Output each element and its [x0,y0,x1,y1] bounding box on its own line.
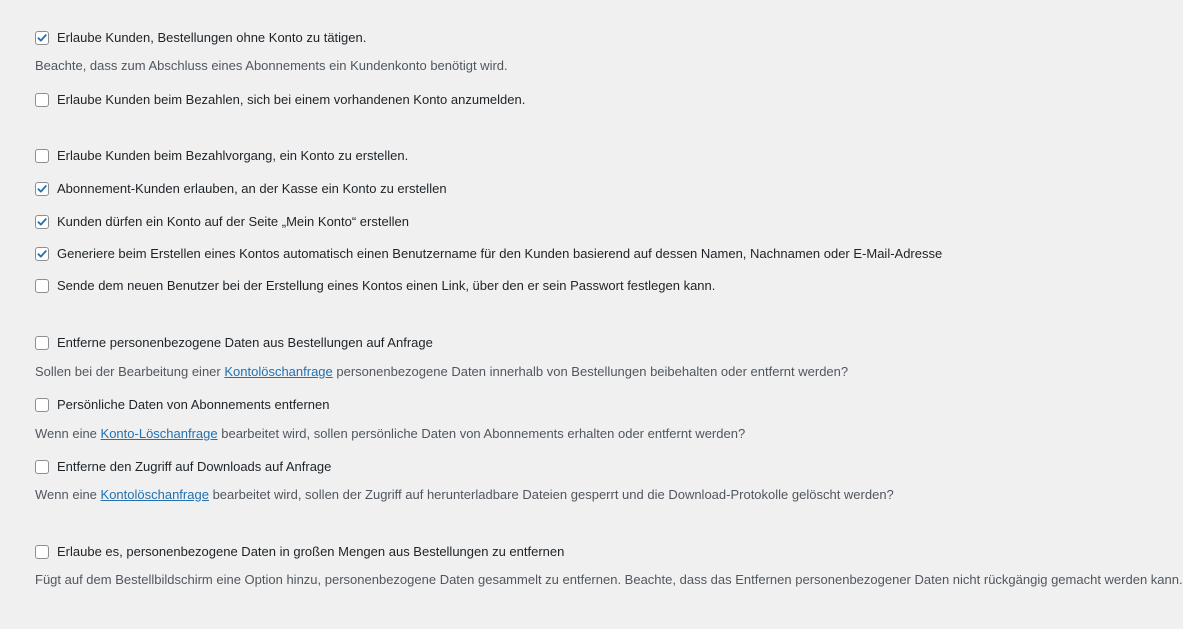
generate-username-label[interactable]: Generiere beim Erstellen eines Kontos automatisch einen Benutzername für den Kunden basierend auf dessen Namen, Nachnamen oder E-Mail-Adresse [57,246,943,261]
account-erasure-request-link[interactable]: Kontolöschanfrage [224,364,333,379]
setting-subscription-signup [35,181,447,197]
erase-subscription-data-desc-before: Wenn eine [35,426,101,441]
erase-downloads-desc-before: Wenn eine [35,487,101,502]
setting-erase-subscription-data [35,397,329,413]
login-during-checkout-checkbox[interactable] [35,93,49,107]
erase-subscription-data-checkbox[interactable] [35,398,49,412]
guest-checkout-checkbox[interactable] [35,31,49,45]
erase-order-data-checkbox[interactable] [35,336,49,350]
erasure-request-link[interactable]: Kontolöschanfrage [100,487,209,502]
checkmark-icon [36,248,48,260]
subscription-signup-checkbox[interactable] [35,182,49,196]
myaccount-signup-checkbox[interactable] [35,215,49,229]
guest-checkout-description: Beachte, dass zum Abschluss eines Abonnements ein Kundenkonto benötigt wird. [35,58,508,73]
bulk-remove-label[interactable]: Erlaube es, personenbezogene Daten in großen Mengen aus Bestellungen zu entfernen [57,544,565,559]
setting-login-during-checkout [35,92,525,108]
erase-downloads-checkbox[interactable] [35,460,49,474]
erase-order-data-label[interactable]: Entferne personenbezogene Daten aus Bestellungen auf Anfrage [57,335,433,350]
setting-erase-order-data [35,335,433,351]
login-during-checkout-label[interactable]: Erlaube Kunden beim Bezahlen, sich bei einem vorhandenen Konto anzumelden. [57,92,526,107]
erase-subscription-data-desc-after: bearbeitet wird, sollen persönliche Daten von Abonnements erhalten oder entfernt werden? [217,426,746,441]
checkmark-icon [36,183,48,195]
erase-subscription-data-description [35,426,745,442]
setting-guest-checkout [35,30,366,46]
erase-subscription-data-label[interactable]: Persönliche Daten von Abonnements entfernen [57,397,330,412]
account-deletion-request-link[interactable]: Konto-Löschanfrage [100,426,218,441]
checkmark-icon [36,32,48,44]
subscription-signup-label[interactable]: Abonnement-Kunden erlauben, an der Kasse ein Konto zu erstellen [57,181,447,196]
erase-downloads-description [35,487,894,503]
erase-order-data-description [35,364,848,380]
setting-generate-username [35,246,942,262]
generate-username-checkbox[interactable] [35,247,49,261]
send-password-link-label[interactable]: Sende dem neuen Benutzer bei der Erstellung eines Kontos einen Link, über den er sein Passwort festlegen kann. [57,278,716,293]
checkmark-icon [36,216,48,228]
setting-bulk-remove [35,544,564,560]
signup-during-checkout-checkbox[interactable] [35,149,49,163]
send-password-link-checkbox[interactable] [35,279,49,293]
setting-signup-during-checkout [35,148,408,164]
signup-during-checkout-label[interactable]: Erlaube Kunden beim Bezahlvorgang, ein Konto zu erstellen. [57,148,409,163]
erase-order-data-desc-before: Sollen bei der Bearbeitung einer [35,364,225,379]
erase-downloads-desc-after: bearbeitet wird, sollen der Zugriff auf herunterladbare Dateien gesperrt und die Download-Protokolle gelöscht werden? [208,487,894,502]
setting-myaccount-signup [35,214,409,230]
setting-erase-downloads [35,459,331,475]
bulk-remove-description: Fügt auf dem Bestellbildschirm eine Option hinzu, personenbezogene Daten gesammelt zu entfernen. Beachte, dass das Entfernen personenbezogener Daten nicht rückgängig gemacht werden kann. [35,572,1183,587]
bulk-remove-checkbox[interactable] [35,545,49,559]
guest-checkout-label[interactable]: Erlaube Kunden, Bestellungen ohne Konto zu tätigen. [57,30,367,45]
myaccount-signup-label[interactable]: Kunden dürfen ein Konto auf der Seite „Mein Konto“ erstellen [57,214,409,229]
setting-send-password-link [35,278,715,294]
erase-order-data-desc-after: personenbezogene Daten innerhalb von Bestellungen beibehalten oder entfernt werden? [332,364,849,379]
erase-downloads-label[interactable]: Entferne den Zugriff auf Downloads auf Anfrage [57,459,332,474]
